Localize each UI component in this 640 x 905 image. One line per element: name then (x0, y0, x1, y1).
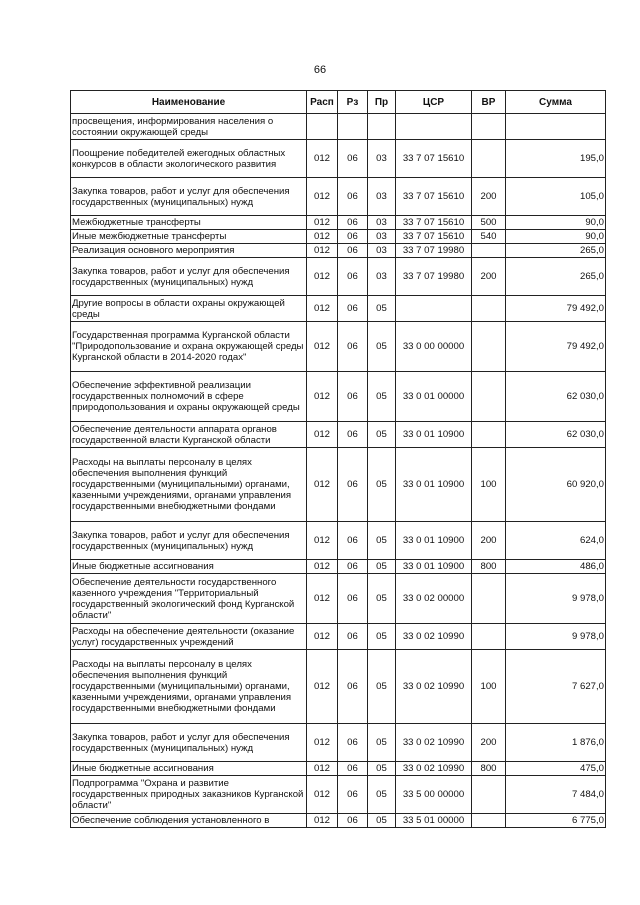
cell-csr: 33 0 01 10900 (396, 522, 472, 560)
table-row (71, 448, 606, 522)
cell-csr: 33 7 07 19980 (396, 258, 472, 296)
cell-rz: 06 (338, 650, 368, 724)
table-row (71, 114, 606, 140)
cell-pr: 03 (368, 178, 396, 216)
cell-name: Иные бюджетные ассигнования (71, 762, 307, 776)
cell-sum: 60 920,0 (506, 448, 606, 522)
header-pr: Пр (368, 91, 396, 114)
cell-name: Закупка товаров, работ и услуг для обеспечения государственных (муниципальных) нужд (71, 522, 307, 560)
cell-sum: 9 978,0 (506, 574, 606, 624)
cell-name: Государственная программа Курганской области "Природопользование и охрана окружающей среды Курганской области в 2014-2020 годах" (71, 322, 307, 372)
cell-rz: 06 (338, 372, 368, 422)
cell-name: Поощрение победителей ежегодных областных конкурсов в области экологического развития (71, 140, 307, 178)
table-row (71, 372, 606, 422)
cell-vr (472, 372, 506, 422)
cell-rasp: 012 (307, 560, 338, 574)
cell-rz: 06 (338, 724, 368, 762)
header-sum: Сумма (506, 91, 606, 114)
cell-name: Реализация основного мероприятия (71, 244, 307, 258)
table-row (71, 522, 606, 560)
cell-vr (472, 296, 506, 322)
cell-vr (472, 624, 506, 650)
cell-sum: 265,0 (506, 258, 606, 296)
header-rasp: Расп (307, 91, 338, 114)
table-row (71, 560, 606, 574)
cell-rz: 06 (338, 624, 368, 650)
cell-name: Иные бюджетные ассигнования (71, 560, 307, 574)
table-row (71, 724, 606, 762)
cell-vr (472, 814, 506, 828)
cell-csr: 33 7 07 15610 (396, 216, 472, 230)
cell-rasp: 012 (307, 244, 338, 258)
table-row (71, 230, 606, 244)
table-row (71, 776, 606, 814)
table-row (71, 296, 606, 322)
cell-csr: 33 5 00 00000 (396, 776, 472, 814)
cell-csr: 33 7 07 15610 (396, 230, 472, 244)
table-body (71, 114, 606, 828)
cell-sum: 105,0 (506, 178, 606, 216)
table-row (71, 258, 606, 296)
cell-vr (472, 140, 506, 178)
table-row (71, 140, 606, 178)
cell-pr: 05 (368, 776, 396, 814)
cell-rz: 06 (338, 230, 368, 244)
cell-pr: 03 (368, 258, 396, 296)
table-header-row (71, 91, 606, 114)
cell-csr: 33 0 01 10900 (396, 560, 472, 574)
table-row (71, 762, 606, 776)
cell-rasp: 012 (307, 448, 338, 522)
cell-vr (472, 244, 506, 258)
cell-vr: 200 (472, 522, 506, 560)
cell-vr (472, 422, 506, 448)
cell-vr: 800 (472, 762, 506, 776)
table-row (71, 178, 606, 216)
table-row (71, 650, 606, 724)
cell-name: Межбюджетные трансферты (71, 216, 307, 230)
cell-name: просвещения, информирования населения о состоянии окружающей среды (71, 114, 307, 140)
cell-vr: 800 (472, 560, 506, 574)
table-row (71, 624, 606, 650)
cell-sum: 195,0 (506, 140, 606, 178)
cell-csr: 33 0 01 00000 (396, 372, 472, 422)
cell-pr (368, 114, 396, 140)
cell-pr: 05 (368, 448, 396, 522)
cell-vr: 200 (472, 258, 506, 296)
cell-rasp: 012 (307, 422, 338, 448)
cell-name: Закупка товаров, работ и услуг для обеспечения государственных (муниципальных) нужд (71, 724, 307, 762)
header-rz: Рз (338, 91, 368, 114)
cell-sum: 90,0 (506, 216, 606, 230)
cell-sum: 624,0 (506, 522, 606, 560)
cell-rz (338, 114, 368, 140)
cell-sum: 79 492,0 (506, 322, 606, 372)
cell-name: Подпрограмма "Охрана и развитие государственных природных заказников Курганской области" (71, 776, 307, 814)
cell-rasp: 012 (307, 624, 338, 650)
header-csr: ЦСР (396, 91, 472, 114)
cell-rasp: 012 (307, 296, 338, 322)
cell-pr: 05 (368, 296, 396, 322)
cell-rz: 06 (338, 422, 368, 448)
cell-rz: 06 (338, 258, 368, 296)
cell-rz: 06 (338, 448, 368, 522)
table-row (71, 574, 606, 624)
cell-rasp: 012 (307, 140, 338, 178)
cell-name: Закупка товаров, работ и услуг для обеспечения государственных (муниципальных) нужд (71, 178, 307, 216)
header-name: Наименование (71, 91, 307, 114)
cell-pr: 03 (368, 244, 396, 258)
cell-csr: 33 5 01 00000 (396, 814, 472, 828)
cell-csr: 33 0 01 10900 (396, 448, 472, 522)
cell-rz: 06 (338, 814, 368, 828)
cell-rz: 06 (338, 574, 368, 624)
cell-rasp: 012 (307, 322, 338, 372)
cell-vr: 500 (472, 216, 506, 230)
cell-vr: 200 (472, 178, 506, 216)
cell-sum: 7 484,0 (506, 776, 606, 814)
cell-sum: 6 775,0 (506, 814, 606, 828)
table-row (71, 814, 606, 828)
cell-pr: 05 (368, 522, 396, 560)
cell-pr: 05 (368, 422, 396, 448)
cell-csr: 33 0 02 10990 (396, 762, 472, 776)
cell-name: Обеспечение деятельности аппарата органов государственной власти Курганской области (71, 422, 307, 448)
cell-rz: 06 (338, 762, 368, 776)
table-row (71, 322, 606, 372)
cell-csr (396, 296, 472, 322)
cell-csr: 33 7 07 19980 (396, 244, 472, 258)
cell-rasp: 012 (307, 814, 338, 828)
cell-rz: 06 (338, 522, 368, 560)
cell-vr (472, 574, 506, 624)
cell-pr: 05 (368, 762, 396, 776)
cell-name: Другие вопросы в области охраны окружающей среды (71, 296, 307, 322)
cell-name: Закупка товаров, работ и услуг для обеспечения государственных (муниципальных) нужд (71, 258, 307, 296)
cell-rasp: 012 (307, 216, 338, 230)
cell-sum: 475,0 (506, 762, 606, 776)
cell-rasp: 012 (307, 762, 338, 776)
budget-table (70, 90, 606, 828)
cell-vr (472, 114, 506, 140)
cell-vr (472, 322, 506, 372)
cell-rasp (307, 114, 338, 140)
cell-csr: 33 7 07 15610 (396, 140, 472, 178)
cell-pr: 05 (368, 724, 396, 762)
cell-sum (506, 114, 606, 140)
cell-sum: 62 030,0 (506, 422, 606, 448)
cell-pr: 03 (368, 230, 396, 244)
table-row (71, 422, 606, 448)
cell-pr: 05 (368, 650, 396, 724)
cell-name: Обеспечение эффективной реализации государственных полномочий в сфере природопользования и охраны окружающей среды (71, 372, 307, 422)
cell-pr: 03 (368, 216, 396, 230)
cell-pr: 05 (368, 372, 396, 422)
table-row (71, 216, 606, 230)
cell-rz: 06 (338, 776, 368, 814)
cell-name: Обеспечение соблюдения установленного в (71, 814, 307, 828)
cell-name: Расходы на выплаты персоналу в целях обеспечения выполнения функций государственными (муниципальными) органами, казенными учреждениями, органами управления государственными внебюджетными фондами (71, 650, 307, 724)
cell-vr: 540 (472, 230, 506, 244)
cell-name: Иные межбюджетные трансферты (71, 230, 307, 244)
cell-rz: 06 (338, 178, 368, 216)
cell-sum: 9 978,0 (506, 624, 606, 650)
cell-rz: 06 (338, 296, 368, 322)
cell-csr (396, 114, 472, 140)
cell-sum: 1 876,0 (506, 724, 606, 762)
cell-pr: 05 (368, 322, 396, 372)
cell-csr: 33 7 07 15610 (396, 178, 472, 216)
cell-name: Расходы на обеспечение деятельности (оказание услуг) государственных учреждений (71, 624, 307, 650)
page-number: 66 (313, 64, 327, 76)
cell-csr: 33 0 02 10990 (396, 624, 472, 650)
cell-sum: 7 627,0 (506, 650, 606, 724)
header-vr: ВР (472, 91, 506, 114)
cell-pr: 05 (368, 560, 396, 574)
cell-pr: 05 (368, 574, 396, 624)
cell-sum: 90,0 (506, 230, 606, 244)
table-row (71, 244, 606, 258)
cell-pr: 03 (368, 140, 396, 178)
cell-vr: 200 (472, 724, 506, 762)
cell-vr: 100 (472, 448, 506, 522)
cell-csr: 33 0 02 10990 (396, 724, 472, 762)
cell-rasp: 012 (307, 776, 338, 814)
cell-name: Обеспечение деятельности государственного казенного учреждения "Территориальный государственный экологический фонд Курганской области" (71, 574, 307, 624)
cell-sum: 265,0 (506, 244, 606, 258)
cell-csr: 33 0 02 00000 (396, 574, 472, 624)
cell-csr: 33 0 02 10990 (396, 650, 472, 724)
cell-sum: 79 492,0 (506, 296, 606, 322)
cell-rz: 06 (338, 244, 368, 258)
cell-vr: 100 (472, 650, 506, 724)
cell-rasp: 012 (307, 178, 338, 216)
cell-sum: 62 030,0 (506, 372, 606, 422)
cell-rasp: 012 (307, 724, 338, 762)
cell-sum: 486,0 (506, 560, 606, 574)
cell-rasp: 012 (307, 230, 338, 244)
cell-name: Расходы на выплаты персоналу в целях обеспечения выполнения функций государственными (муниципальными) органами, казенными учреждениями, органами управления государственными внебюджетными фондами (71, 448, 307, 522)
cell-rasp: 012 (307, 650, 338, 724)
cell-vr (472, 776, 506, 814)
cell-pr: 05 (368, 624, 396, 650)
cell-rz: 06 (338, 560, 368, 574)
cell-rasp: 012 (307, 372, 338, 422)
cell-rz: 06 (338, 216, 368, 230)
cell-csr: 33 0 01 10900 (396, 422, 472, 448)
cell-rz: 06 (338, 140, 368, 178)
cell-rasp: 012 (307, 522, 338, 560)
cell-rz: 06 (338, 322, 368, 372)
cell-csr: 33 0 00 00000 (396, 322, 472, 372)
cell-rasp: 012 (307, 258, 338, 296)
cell-rasp: 012 (307, 574, 338, 624)
cell-pr: 05 (368, 814, 396, 828)
